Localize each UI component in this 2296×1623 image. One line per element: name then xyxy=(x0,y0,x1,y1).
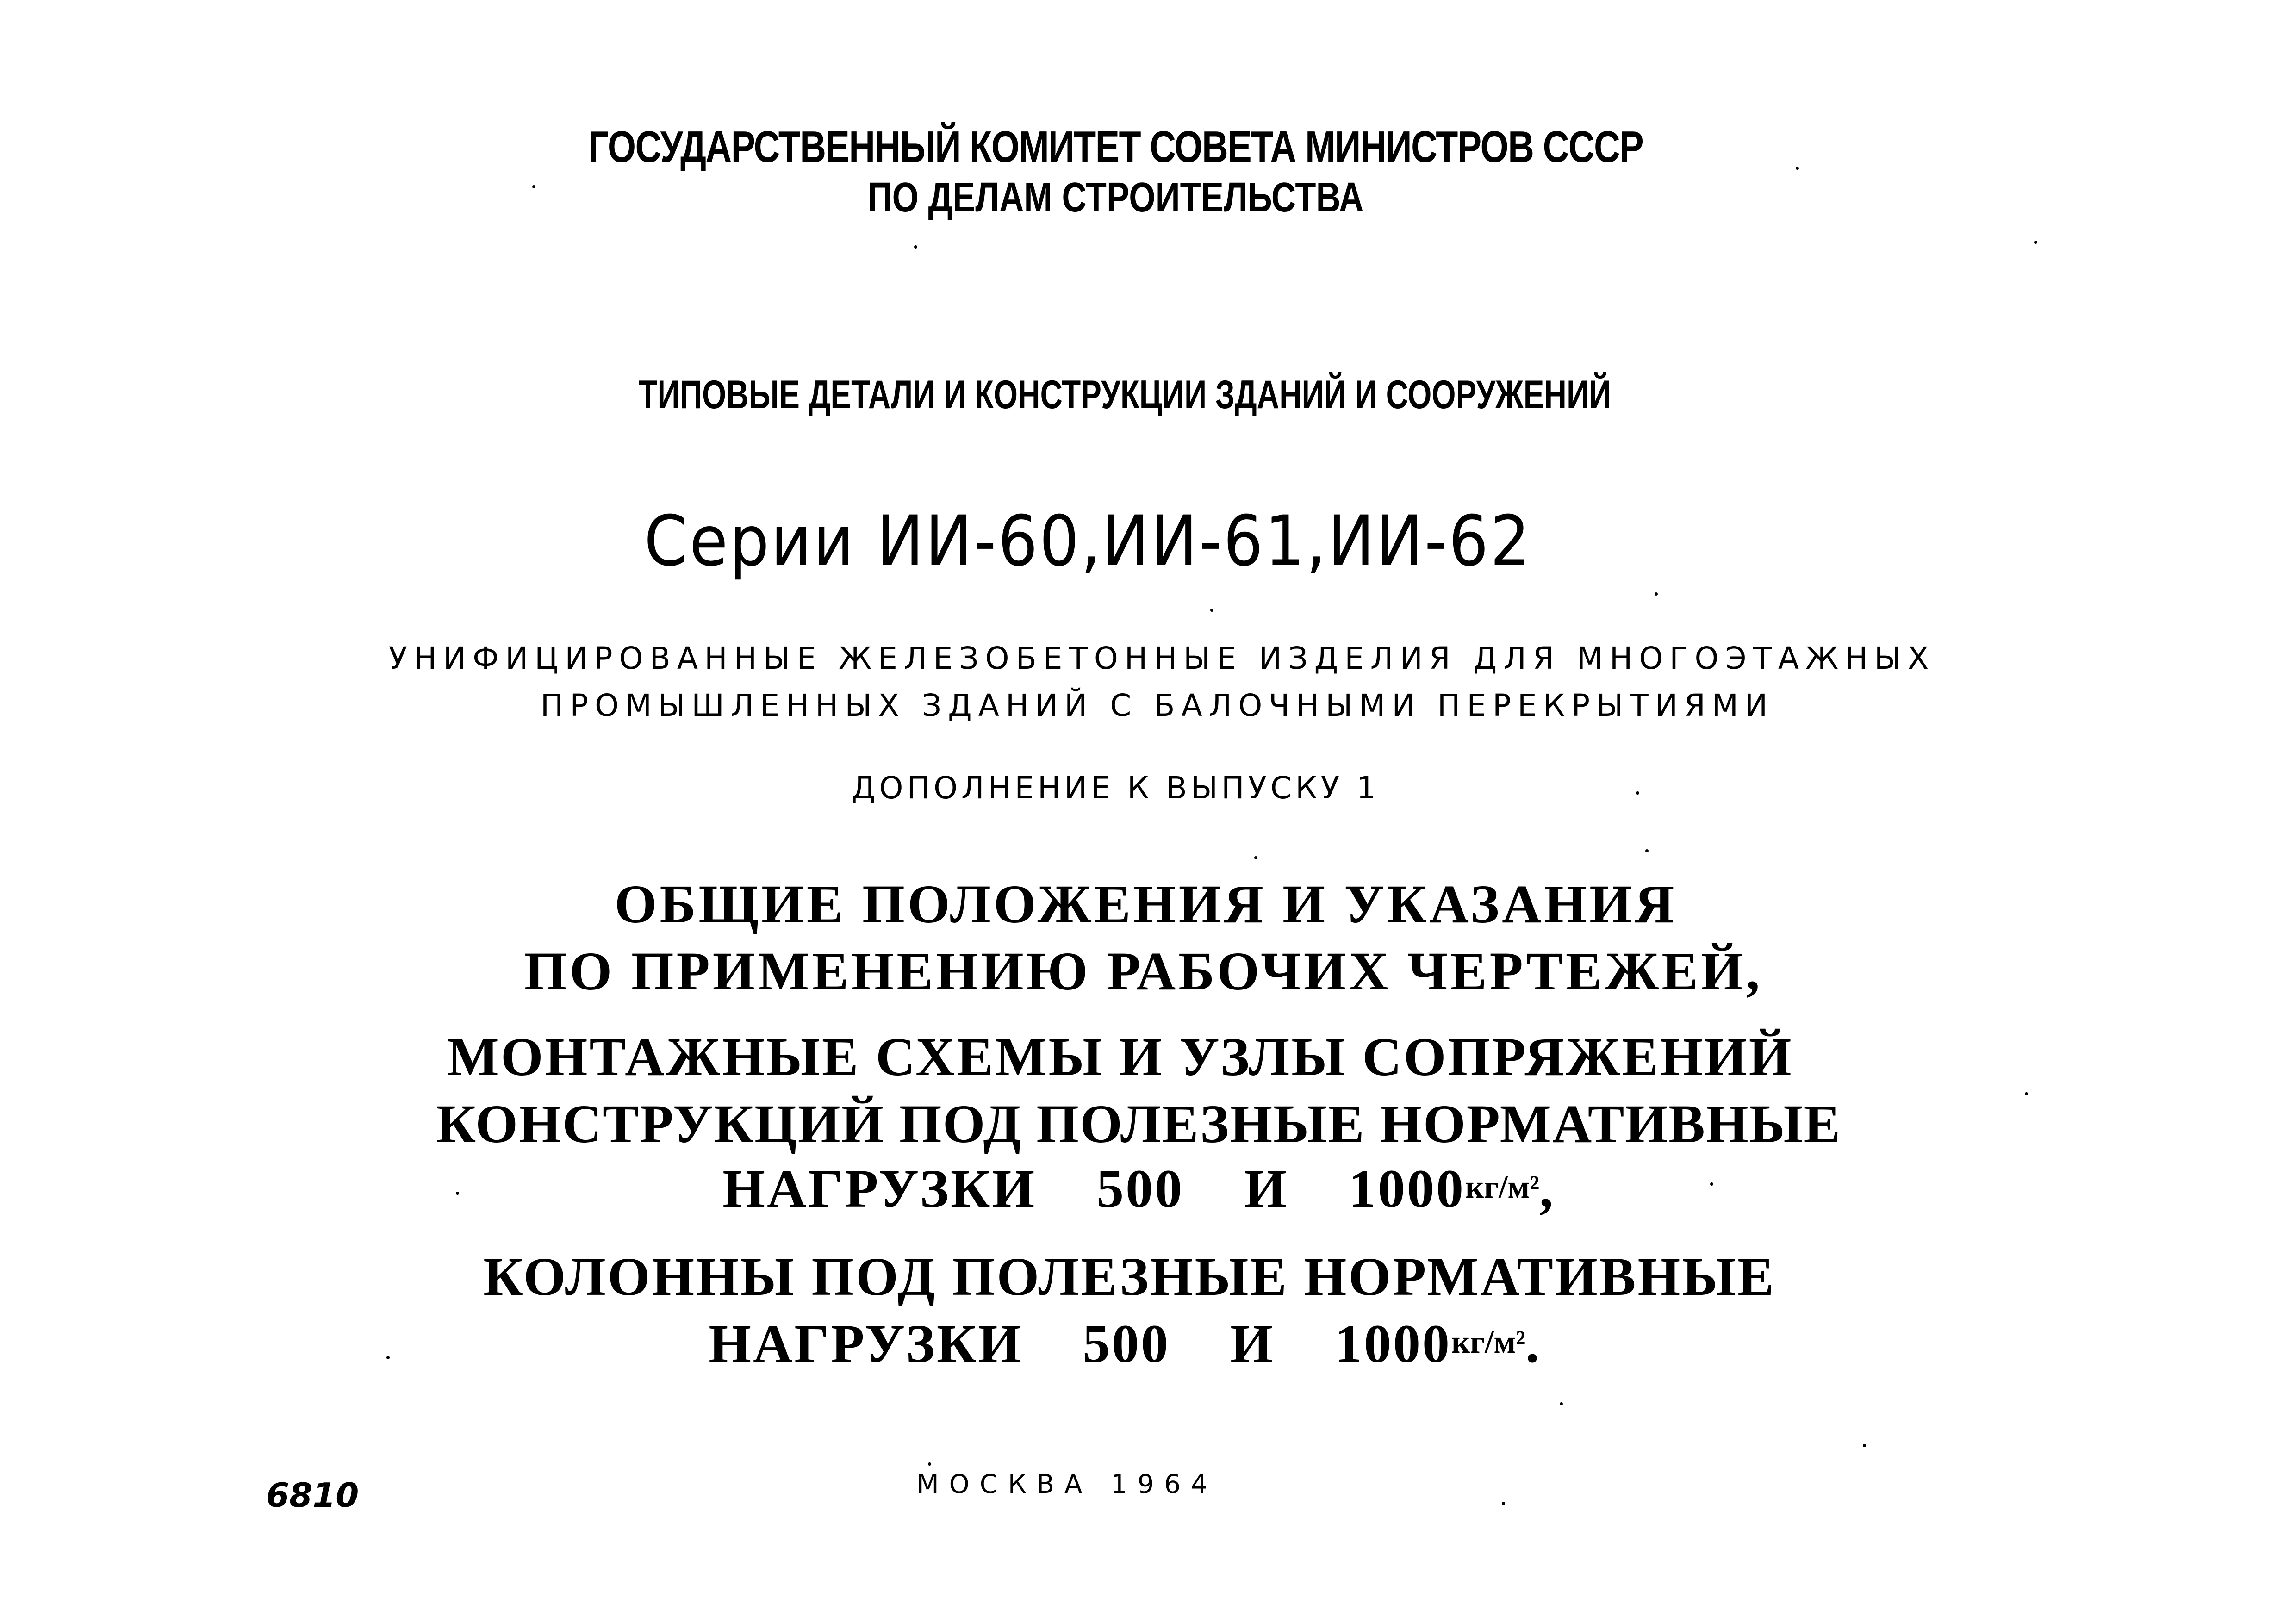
document-number: 6810 xyxy=(266,1476,359,1515)
title-line1: ОБЩИЕ ПОЛОЖЕНИЯ И УКАЗАНИЯ xyxy=(614,874,1677,934)
load-conjunction: И xyxy=(1244,1158,1288,1219)
title-line4: КОНСТРУКЦИЙ ПОД ПОЛЕЗНЫЕ НОРМАТИВНЫЕ xyxy=(436,1094,1842,1154)
scan-speck xyxy=(1710,1182,1713,1186)
scan-speck xyxy=(1655,592,1658,596)
scan-speck xyxy=(1645,849,1649,852)
scan-speck xyxy=(456,1192,459,1195)
scan-speck xyxy=(532,185,535,188)
scan-speck xyxy=(1560,1402,1563,1405)
scan-speck xyxy=(386,1356,390,1359)
load-label: НАГРУЗКИ xyxy=(709,1313,1023,1374)
description-line2: ПРОМЫШЛЕННЫХ ЗДАНИЙ С БАЛОЧНЫМИ ПЕРЕКРЫТИЯМИ xyxy=(540,688,1774,723)
scan-speck xyxy=(1254,856,1257,859)
load-punct: , xyxy=(1539,1158,1555,1219)
scan-speck xyxy=(1796,167,1799,170)
scan-speck xyxy=(914,245,917,249)
load-value-b: 1000 xyxy=(1334,1313,1451,1374)
title-line3: МОНТАЖНЫЕ СХЕМЫ И УЗЛЫ СОПРЯЖЕНИЙ xyxy=(447,1026,1793,1087)
supplement-label: ДОПОЛНЕНИЕ К ВЫПУСКУ 1 xyxy=(851,770,1380,806)
load-unit: кг/м² xyxy=(1465,1169,1540,1205)
load-value-a: 500 xyxy=(1096,1158,1184,1219)
title-line6: КОЛОННЫ ПОД ПОЛЕЗНЫЕ НОРМАТИВНЫЕ xyxy=(483,1246,1776,1307)
series-title: Серии ИИ-60,ИИ-61,ИИ-62 xyxy=(644,501,1532,582)
scan-speck xyxy=(1863,1444,1866,1447)
title-line2: ПО ПРИМЕНЕНИЮ РАБОЧИХ ЧЕРТЕЖЕЙ, xyxy=(524,941,1763,1001)
load-conjunction: И xyxy=(1230,1313,1275,1374)
scan-speck xyxy=(2025,1092,2028,1095)
title-load-line2 xyxy=(0,1313,2273,1374)
title-load-line1 xyxy=(0,1158,2287,1219)
scan-speck xyxy=(928,1462,931,1466)
category-heading: ТИПОВЫЕ ДЕТАЛИ И КОНСТРУКЦИИ ЗДАНИЙ И СООРУЖЕНИЙ xyxy=(638,373,1612,417)
imprint-city-year: МОСКВА 1964 xyxy=(916,1469,1218,1499)
description-line1: УНИФИЦИРОВАННЫЕ ЖЕЛЕЗОБЕТОННЫЕ ИЗДЕЛИЯ ДЛЯ МНОГОЭТАЖНЫХ xyxy=(388,640,1935,676)
load-value-b: 1000 xyxy=(1348,1158,1465,1219)
scan-speck xyxy=(1210,609,1213,612)
committee-name-line2: ПО ДЕЛАМ СТРОИТЕЛЬСТВА xyxy=(867,174,1364,221)
scan-speck xyxy=(2034,241,2037,244)
load-value-a: 500 xyxy=(1083,1313,1170,1374)
scan-speck xyxy=(1636,791,1639,795)
load-punct: . xyxy=(1525,1313,1541,1374)
load-unit: кг/м² xyxy=(1451,1325,1526,1360)
load-label: НАГРУЗКИ xyxy=(722,1158,1037,1219)
scan-speck xyxy=(1502,1502,1505,1505)
committee-name-line1: ГОСУДАРСТВЕННЫЙ КОМИТЕТ СОВЕТА МИНИСТРОВ СССР xyxy=(588,122,1643,172)
